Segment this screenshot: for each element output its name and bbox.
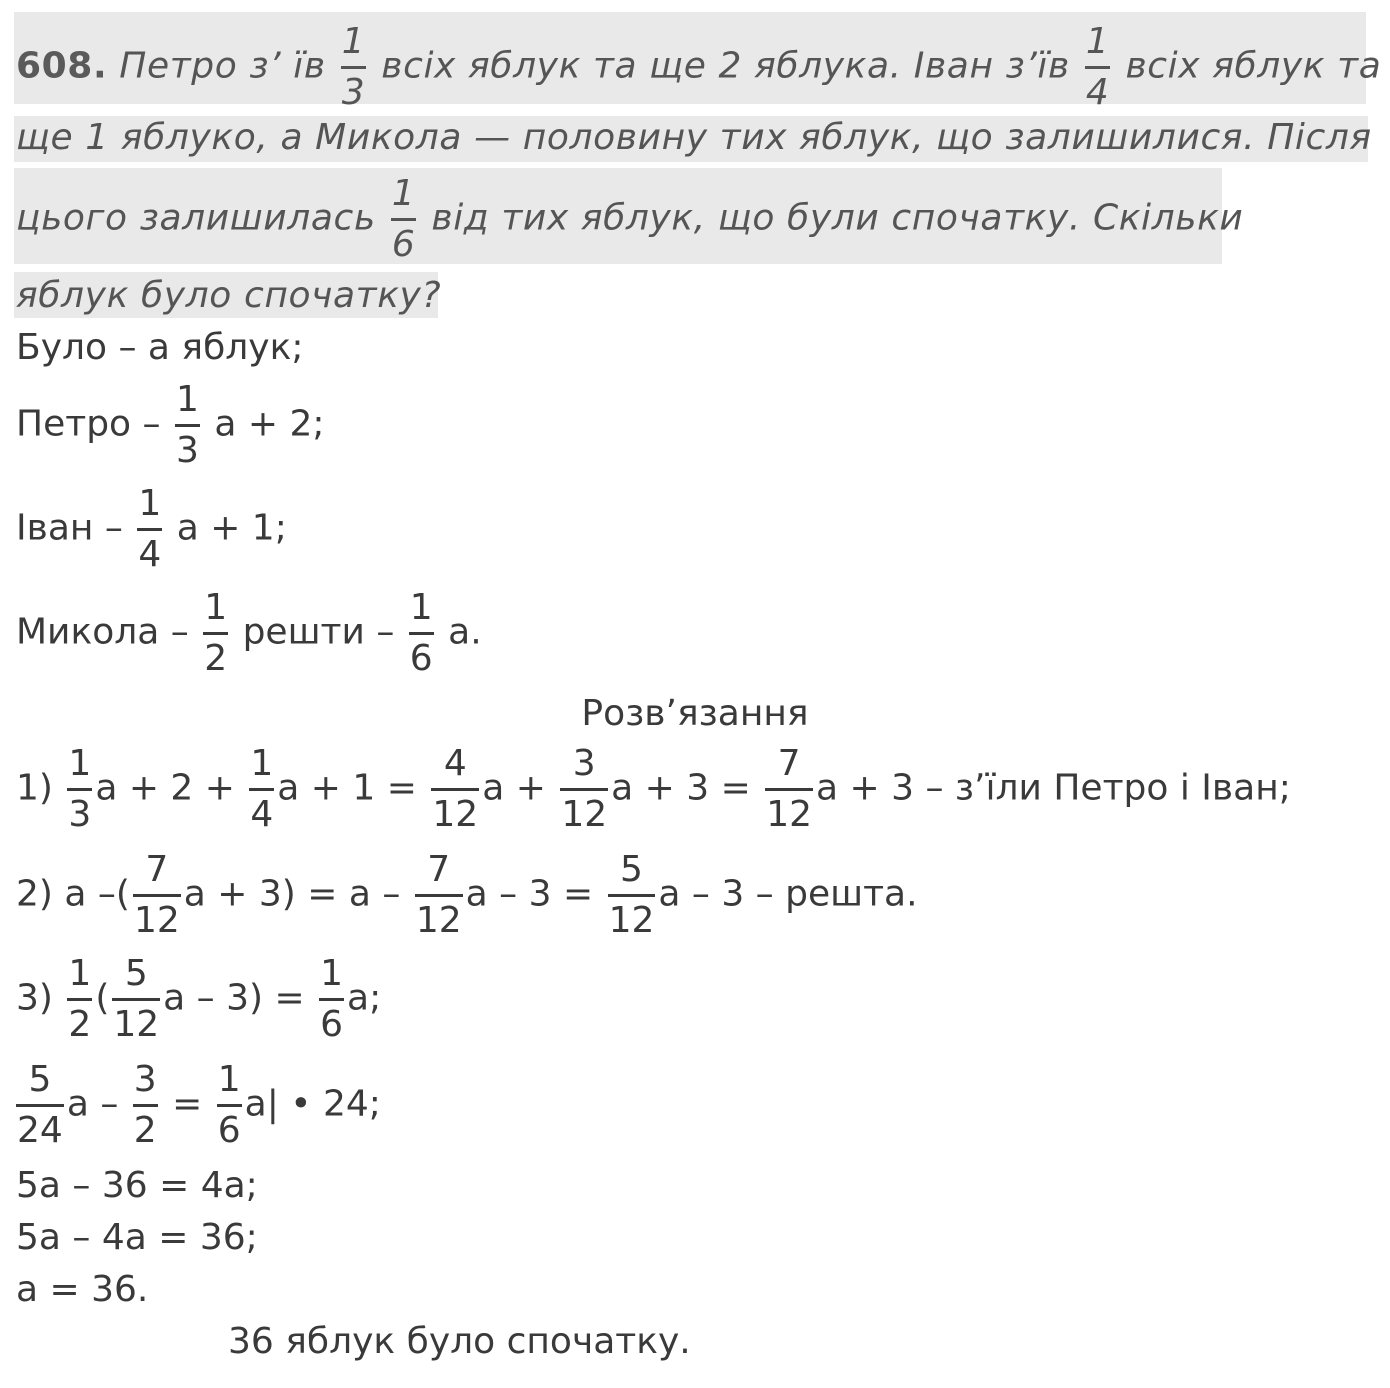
fraction: $\frac{5}{12}$ [113,953,160,1045]
solution-step-6: 5а – 4а = 36; [16,1217,258,1258]
fraction: $\frac{1}{4}$ [1085,21,1110,113]
problem-text: від тих яблук, що були спочатку. Скільки [431,197,1244,239]
solution-step-7: а = 36. [16,1269,149,1310]
fraction: $\frac{1}{6}$ [409,587,433,679]
solution-step-3: 3) $\frac{1}{2}$ ( $\frac{5}{12}$ а – 3) = $\frac{1}{6}$ а; [16,953,382,1045]
solution-heading: Розв’язання [581,693,809,734]
problem-number: 608. [16,45,108,87]
problem-line-3 [16,173,1244,265]
fraction: $\frac{1}{6}$ [320,953,344,1045]
fraction: $\frac{7}{12}$ [133,849,180,941]
solution-step-5: 5а – 36 = 4а; [16,1165,258,1206]
fraction: $\frac{3}{12}$ [561,743,608,835]
fraction: $\frac{1}{4}$ [250,743,274,835]
given-line-1: Було – а яблук; [16,327,304,368]
problem-line-4: яблук було спочатку? [16,275,442,316]
solution-step-4: $\frac{5}{24}$ а – $\frac{3}{2}$ = $\frac{1}{6}$ а| • 24; [17,1059,381,1151]
given-line-3: Іван – $\frac{1}{4}$ а + 1; [16,483,287,575]
problem-line-1 [16,21,1382,113]
fraction: $\frac{3}{2}$ [133,1059,157,1151]
fraction: $\frac{5}{24}$ [17,1059,63,1151]
fraction: $\frac{1}{3}$ [341,21,366,113]
solution-step-1: 1) $\frac{1}{3}$ а + 2 + $\frac{1}{4}$ а + 1 = $\frac{4}{12}$ а + $\frac{3}{12}$ а + 3 = $\frac{7}{12}$ а + 3 – з’їли Петро і Іван; [16,743,1291,835]
fraction: $\frac{7}{12}$ [766,743,813,835]
fraction: $\frac{1}{2}$ [204,587,228,679]
problem-line-2: ще 1 яблуко, а Микола — половину тих яблук, що залишилися. Після [16,117,1372,158]
given-line-2: Петро – $\frac{1}{3}$ а + 2; [16,379,325,471]
fraction: $\frac{7}{12}$ [415,849,462,941]
fraction: $\frac{1}{4}$ [138,483,162,575]
problem-text: всіх яблук та ще 2 яблука. Іван з’їв [381,45,1070,87]
fraction: $\frac{1}{6}$ [391,173,416,265]
problem-text: всіх яблук та [1125,45,1382,87]
fraction: $\frac{1}{3}$ [68,743,92,835]
fraction: $\frac{1}{2}$ [68,953,92,1045]
fraction: $\frac{4}{12}$ [432,743,479,835]
fraction: $\frac{5}{12}$ [608,849,655,941]
fraction: $\frac{1}{6}$ [217,1059,241,1151]
fraction: $\frac{1}{3}$ [175,379,199,471]
problem-text: цього залишилась [16,197,376,239]
solution-step-2: 2) а –( $\frac{7}{12}$ а + 3) = а – $\frac{7}{12}$ а – 3 = $\frac{5}{12}$ а – 3 – решта. [16,849,918,941]
given-line-4: Микола – $\frac{1}{2}$ решти – $\frac{1}{6}$ а. [16,587,482,679]
answer: 36 яблук було спочатку. [228,1321,691,1362]
problem-text: Петро з’ їв [119,45,326,87]
